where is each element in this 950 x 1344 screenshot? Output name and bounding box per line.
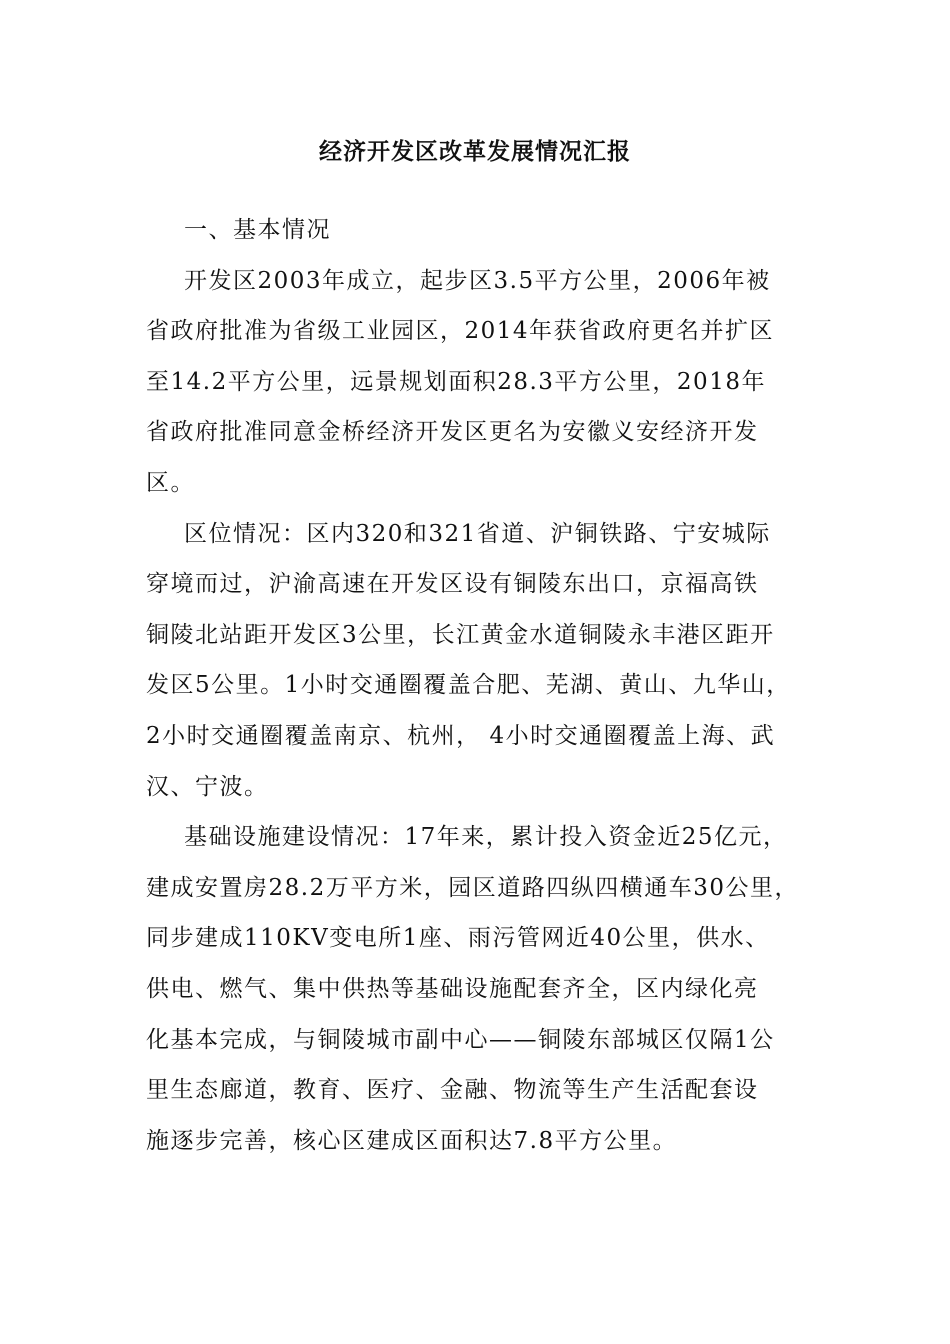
paragraph-line: 区。 bbox=[146, 469, 195, 496]
paragraph-line: 基础设施建设情况：17年来，累计投入资金近25亿元， bbox=[184, 824, 788, 851]
paragraph-line: 里生态廊道，教育、医疗、金融、物流等生产生活配套设 bbox=[146, 1077, 759, 1104]
paragraph-line: 供电、燃气、集中供热等基础设施配套齐全，区内绿化亮 bbox=[146, 975, 759, 1002]
paragraph-line: 穿境而过，沪渝高速在开发区设有铜陵东出口，京福高铁 bbox=[146, 571, 759, 598]
paragraph-line: 省政府批准为省级工业园区，2014年获省政府更名并扩区 bbox=[146, 318, 775, 345]
paragraph-line: 开发区2003年成立，起步区3.5平方公里，2006年被 bbox=[184, 267, 771, 294]
paragraph-line: 区位情况：区内320和321省道、沪铜铁路、宁安城际 bbox=[184, 520, 771, 547]
document-title: 经济开发区改革发展情况汇报 bbox=[319, 138, 631, 165]
paragraph-line: 省政府批准同意金桥经济开发区更名为安徽义安经济开发 bbox=[146, 419, 759, 446]
paragraph-line: 铜陵北站距开发区3公里，长江黄金水道铜陵永丰港区距开 bbox=[146, 621, 775, 648]
section-heading: 一、基本情况 bbox=[184, 217, 331, 243]
paragraph-line: 发区5公里。1小时交通圈覆盖合肥、芜湖、黄山、九华山， bbox=[146, 672, 791, 699]
paragraph-line: 汉、宁波。 bbox=[146, 773, 269, 800]
paragraph-line: 同步建成110KV变电所1座、雨污管网近40公里，供水、 bbox=[146, 925, 770, 952]
document-body bbox=[146, 205, 814, 1166]
paragraph-line: 2小时交通圈覆盖南京、杭州， 4小时交通圈覆盖上海、武 bbox=[146, 722, 776, 749]
paragraph-line: 化基本完成，与铜陵城市副中心——铜陵东部城区仅隔1公 bbox=[146, 1026, 775, 1053]
paragraph-line: 至14.2平方公里，远景规划面积28.3平方公里，2018年 bbox=[146, 368, 766, 395]
paragraph-line: 施逐步完善，核心区建成区面积达7.8平方公里。 bbox=[146, 1127, 678, 1154]
paragraph-line: 建成安置房28.2万平方米，园区道路四纵四横通车30公里， bbox=[146, 874, 799, 901]
